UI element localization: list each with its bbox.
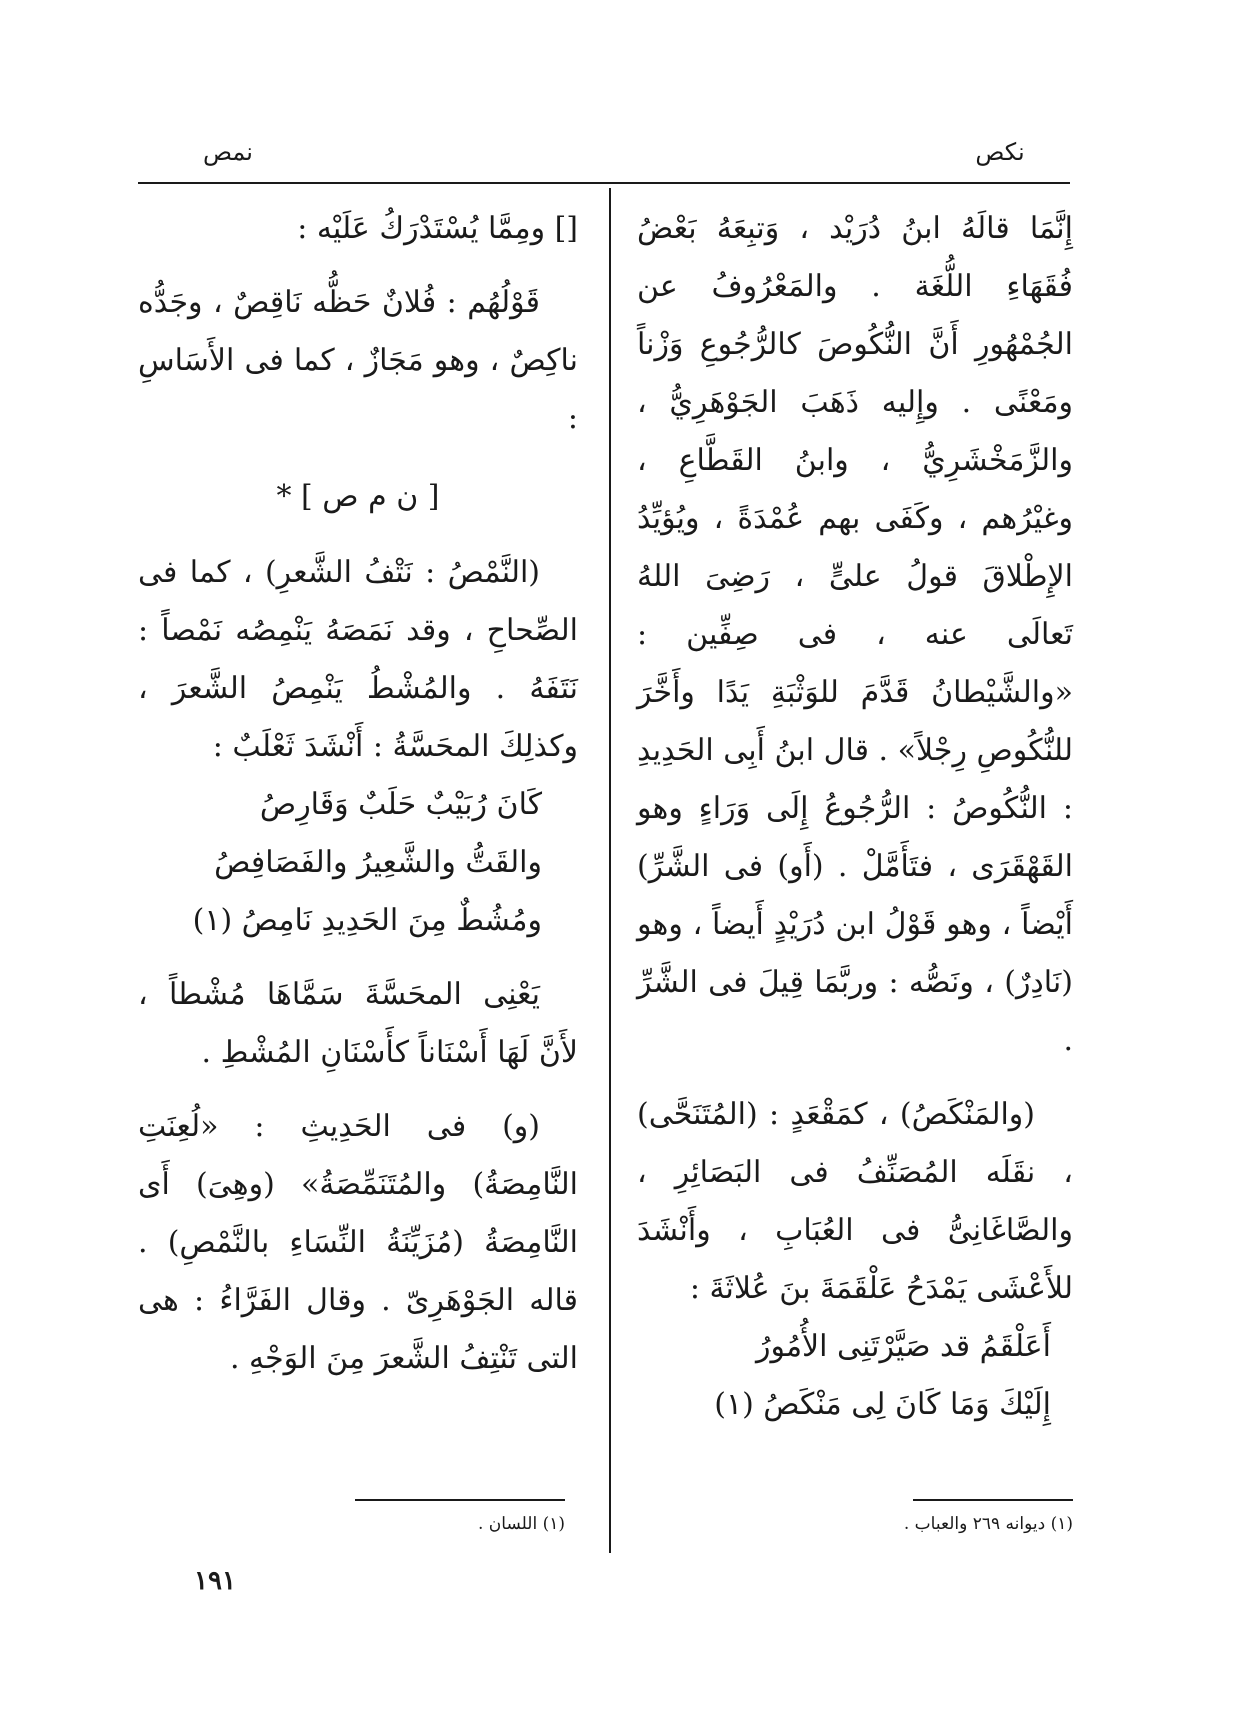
left-paragraph-4: (و) فى الحَدِيثِ : «لُعِنَتِ النَّامِصَةُ) والمُتَنَمِّصَةُ» (وهِىَ) أَى النَّامِصَةُ (مُزَيِّنَةُ النِّسَاءِ بالنَّمْصِ) . قاله الجَوْهَرِىّ . وقال الفَرَّاءُ : هى التى تَنْتِفُ الشَّعرَ مِنَ الوَجْهِ .	[138, 1109, 578, 1376]
left-paragraph-1: قَوْلُهُم : فُلانٌ حَظُّه نَاقِصٌ ، وجَدُّه ناكِصٌ ، وهو مَجَازٌ ، كما فى الأَسَاسِ :	[138, 285, 578, 436]
left-paragraph-2: (النَّمْصُ : نَتْفُ الشَّعرِ) ، كما فى الصِّحاحِ ، وقد نَمَصَهُ يَنْمِصُه نَمْصاً : نَتَفَهُ . والمُشْطُ يَنْمِصُ الشَّعرَ ، وكذلِكَ المحَسَّةُ : أَنْشَدَ ثَعْلَبٌ :	[138, 555, 578, 764]
addendum-intro: [] ومِمَّا يُسْتَدْرَكُ عَلَيْه :	[297, 211, 578, 246]
verse-line: والقَتُّ والشَّعِيرُ والفَصَافِصُ	[214, 845, 542, 880]
running-head-left: نمص	[203, 138, 253, 166]
left-paragraph-3: يَعْنِى المحَسَّةَ سَمَّاهَا مُشْطاً ، لأَنَّ لَهَا أَسْنَاناً كأَسْنَانِ المُشْطِ .	[138, 977, 578, 1070]
verse-line: كَانَ رُبَيْبٌ حَلَبٌ وَقَارِصُ	[259, 787, 542, 822]
right-paragraph-2: (والمَنْكَصُ) ، كمَقْعَدٍ : (المُتَنَحَّى) ، نقَلَه المُصَنِّفُ فى البَصَائِرِ ، والصَّاغَانِىُّ فى العُبَابِ ، وأَنْشَدَ للأَعْشَى يَمْدَحُ عَلْقَمَةَ بنَ عُلاثَةَ :	[637, 1097, 1073, 1306]
right-verse	[637, 1318, 1073, 1434]
right-paragraph-1: إِنَّمَا قالَهُ ابنُ دُرَيْد ، وَتبِعَهُ بَعْضُ فُقَهَاءِ اللُّغَة . والمَعْرُوفُ عن الجُمْهُورِ أَنَّ النُّكُوصَ كالرُّجُوعِ وَزْناً ومَعْنًى . وإِليه ذَهَبَ الجَوْهَرِيُّ ، والزَّمَخْشَرِيُّ ، وابنُ القَطَّاعِ ، وغيْرُهم ، وكَفَى بهم عُمْدَةً ، ويُؤيِّدُ الإِطْلاقَ قولُ علىٍّ ، رَضِىَ اللهُ تَعالَى عنه ، فى صِفِّين : «والشَّيْطانُ قَدَّمَ للوَثْبَةِ يَدًا وأَخَّرَ للنُّكُوصِ رِجْلاً» . قال ابنُ أَبِى الحَدِيدِ : النُّكُوصُ : الرُّجُوعُ إِلَى وَرَاءٍ وهو القَهْقَرَى ، فتَأَمَّلْ . (أَو) فى الشَّرِّ) أَيْضاً ، وهو قَوْلُ ابن دُرَيْدٍ أَيضاً ، وهو (نَادِرٌ) ، ونَصُّه : وربَّمَا قِيلَ فى الشَّرِّ .	[637, 211, 1073, 1058]
verse-line: ومُشُطٌ مِنَ الحَدِيدِ نَامِصُ (١)	[192, 903, 542, 938]
verse-line: أَعَلْقَمُ قد صَيَّرْتَنِى الأُمُورُ	[756, 1329, 1051, 1364]
footnote-rule-right	[913, 1499, 1073, 1501]
left-column	[138, 200, 578, 1388]
right-column	[637, 200, 1073, 1434]
footnote-left: (١) اللسان .	[478, 1514, 565, 1534]
left-verse	[138, 776, 578, 950]
page-number: ١٩١	[194, 1566, 236, 1596]
footnote-rule-left	[355, 1499, 565, 1501]
column-divider	[609, 188, 611, 1553]
entry-heading: [ ن م ص ] *	[276, 479, 440, 514]
verse-line: إِلَيْكَ وَمَا كَانَ لِى مَنْكَصُ (١)	[714, 1387, 1051, 1422]
running-head-right: نكص	[975, 138, 1025, 166]
header-rule	[138, 182, 1070, 184]
footnote-right: (١) ديوانه ٢٦٩ والعباب .	[903, 1514, 1073, 1534]
